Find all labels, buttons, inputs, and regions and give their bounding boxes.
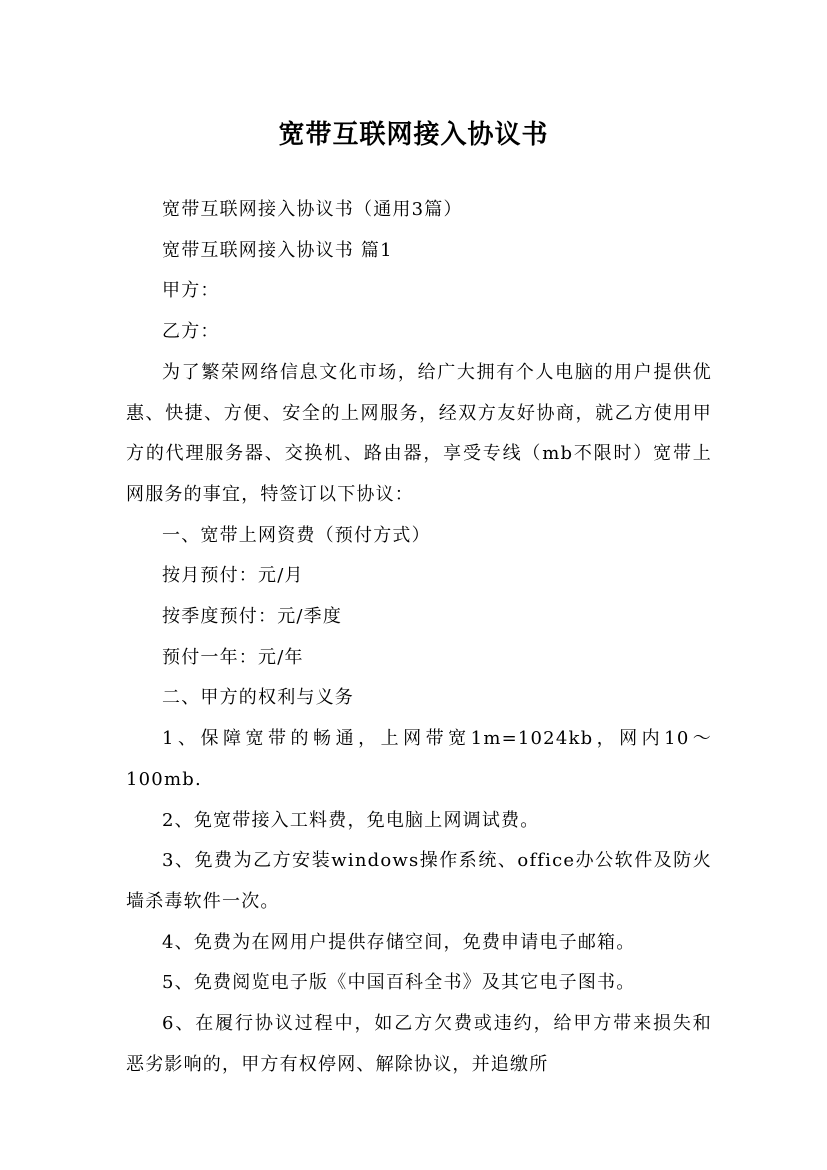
paragraph-monthly-fee: 按月预付：元/月 [162,565,304,587]
document-title: 宽带互联网接入协议书 [278,120,549,151]
paragraph-subtitle: 宽带互联网接入协议书（通用3篇） [162,199,463,220]
paragraph-party-a: 甲方： [162,280,220,302]
paragraph-section-heading: 宽带互联网接入协议书 篇1 [162,239,393,261]
paragraph-intro: 为了繁荣网络信息文化市场，给广大拥有个人电脑的用户提供优惠、快捷、方便、安全的上网服务，经双方友好协商，就乙方使用甲方的代理服务器、交换机、路由器，享受专线（mb不限时）宽带上网服务的事宜，特签订以下协议： [126,361,712,505]
paragraph-yearly-fee: 预付一年：元/年 [162,646,304,668]
paragraph-item-5: 5、免费阅览电子版《中国百科全书》及其它电子图书。 [162,972,636,994]
paragraph-item-1: 1、保障宽带的畅通，上网带宽1m=1024kb，网内10～100mb. [126,728,712,790]
paragraph-party-a-rights-heading: 二、甲方的权利与义务 [162,687,354,709]
paragraph-fees-heading: 一、宽带上网资费（预付方式） [162,524,431,546]
paragraph-item-2: 2、免宽带接入工料费，免电脑上网调试费。 [162,809,540,831]
document-body [126,190,712,1085]
paragraph-item-6: 6、在履行协议过程中，如乙方欠费或违约，给甲方带来损失和恶劣影响的，甲方有权停网、解除协议，并追缴所 [126,1013,712,1075]
paragraph-item-3: 3、免费为乙方安装windows操作系统、office办公软件及防火墙杀毒软件一次。 [126,850,712,912]
paragraph-item-4: 4、免费为在网用户提供存储空间，免费申请电子邮箱。 [162,931,636,953]
paragraph-party-b: 乙方： [162,321,220,343]
paragraph-quarterly-fee: 按季度预付：元/季度 [162,606,343,628]
